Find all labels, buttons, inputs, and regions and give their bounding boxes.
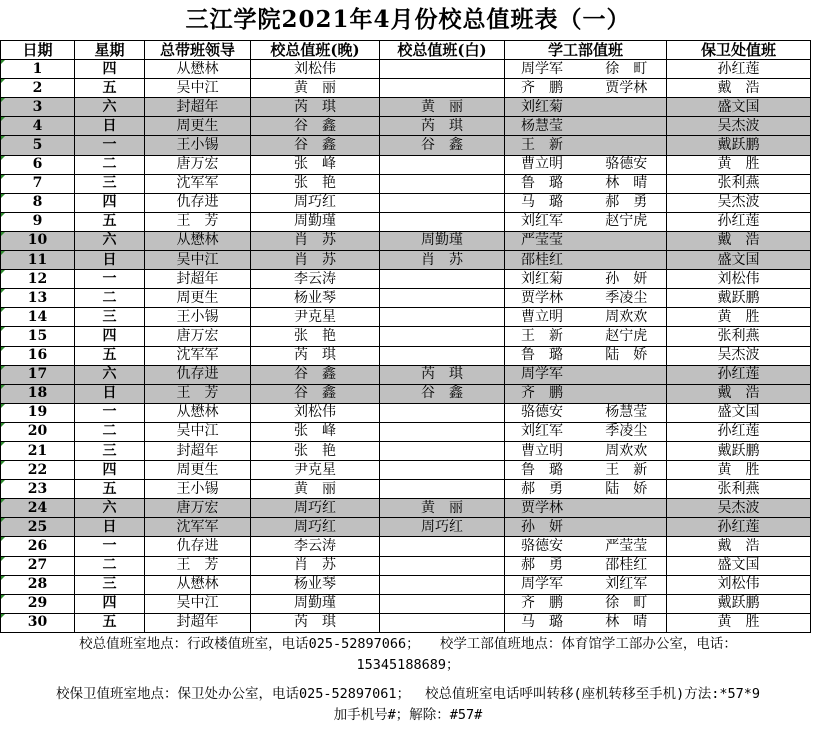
cell-date: 7 <box>1 174 75 193</box>
cell-date: 24 <box>1 499 75 518</box>
cell-night-duty: 黄 丽 <box>251 79 380 98</box>
cell-leader: 王小锡 <box>145 308 251 327</box>
cell-leader: 仇存进 <box>145 193 251 212</box>
cell-weekday: 五 <box>75 346 145 365</box>
table-row <box>1 174 811 193</box>
cell-security: 吴杰波 <box>667 346 811 365</box>
cell-day-duty: 周勤瑾 <box>380 231 505 250</box>
cell-security: 孙红莲 <box>667 518 811 537</box>
cell-student-affairs-1: 王 新 <box>505 327 587 346</box>
cell-date: 10 <box>1 231 75 250</box>
cell-leader: 从懋林 <box>145 403 251 422</box>
cell-weekday: 三 <box>75 174 145 193</box>
cell-security: 黄 胜 <box>667 613 811 632</box>
table-row <box>1 518 811 537</box>
cell-security: 戴跃鹏 <box>667 594 811 613</box>
cell-security: 黄 胜 <box>667 461 811 480</box>
cell-leader: 周更生 <box>145 117 251 136</box>
table-row <box>1 480 811 499</box>
cell-student-affairs-1: 马 璐 <box>505 193 587 212</box>
table-row <box>1 212 811 231</box>
cell-security: 戴跃鹏 <box>667 136 811 155</box>
cell-security: 吴杰波 <box>667 193 811 212</box>
cell-leader: 沈军军 <box>145 346 251 365</box>
cell-student-affairs-2: 季凌尘 <box>587 422 667 441</box>
cell-student-affairs-2: 骆德安 <box>587 155 667 174</box>
cell-weekday: 一 <box>75 136 145 155</box>
cell-student-affairs-2: 邵桂红 <box>587 556 667 575</box>
cell-student-affairs-2: 林 晴 <box>587 613 667 632</box>
cell-night-duty: 芮 琪 <box>251 613 380 632</box>
cell-day-duty <box>380 308 505 327</box>
cell-date: 1 <box>1 60 75 79</box>
table-row <box>1 365 811 384</box>
cell-leader: 从懋林 <box>145 60 251 79</box>
cell-day-duty <box>380 422 505 441</box>
cell-student-affairs-2 <box>587 231 667 250</box>
table-row <box>1 441 811 460</box>
table-row <box>1 594 811 613</box>
cell-leader: 沈军军 <box>145 518 251 537</box>
cell-night-duty: 张 峰 <box>251 422 380 441</box>
cell-security: 盛文国 <box>667 98 811 117</box>
cell-student-affairs-2: 陆 娇 <box>587 480 667 499</box>
cell-weekday: 四 <box>75 193 145 212</box>
cell-day-duty <box>380 155 505 174</box>
cell-student-affairs-1: 马 璐 <box>505 613 587 632</box>
table-row <box>1 60 811 79</box>
cell-night-duty: 李云涛 <box>251 537 380 556</box>
cell-student-affairs-2: 王 新 <box>587 461 667 480</box>
cell-weekday: 五 <box>75 79 145 98</box>
cell-student-affairs-1: 曹立明 <box>505 441 587 460</box>
cell-leader: 唐万宏 <box>145 499 251 518</box>
footer-line-4: 加手机号#；解除：#57# <box>333 707 483 723</box>
cell-date: 11 <box>1 251 75 270</box>
cell-night-duty: 杨业琴 <box>251 575 380 594</box>
cell-student-affairs-1: 骆德安 <box>505 403 587 422</box>
cell-day-duty <box>380 537 505 556</box>
cell-night-duty: 周巧红 <box>251 499 380 518</box>
cell-night-duty: 肖 苏 <box>251 231 380 250</box>
footer-duty-locations <box>0 634 816 676</box>
cell-night-duty: 黄 丽 <box>251 480 380 499</box>
cell-night-duty: 芮 琪 <box>251 346 380 365</box>
cell-date: 16 <box>1 346 75 365</box>
cell-day-duty <box>380 174 505 193</box>
cell-night-duty: 周勤瑾 <box>251 594 380 613</box>
cell-night-duty: 谷 鑫 <box>251 384 380 403</box>
cell-security: 孙红莲 <box>667 60 811 79</box>
cell-student-affairs-1: 王 新 <box>505 136 587 155</box>
cell-leader: 封超年 <box>145 613 251 632</box>
cell-leader: 仇存进 <box>145 537 251 556</box>
table-row <box>1 461 811 480</box>
cell-date: 29 <box>1 594 75 613</box>
cell-weekday: 一 <box>75 403 145 422</box>
cell-security: 刘松伟 <box>667 575 811 594</box>
cell-day-duty: 谷 鑫 <box>380 384 505 403</box>
cell-student-affairs-2: 杨慧莹 <box>587 403 667 422</box>
cell-student-affairs-2: 郝 勇 <box>587 193 667 212</box>
cell-day-duty: 芮 琪 <box>380 365 505 384</box>
cell-date: 3 <box>1 98 75 117</box>
cell-leader: 王 芳 <box>145 212 251 231</box>
cell-student-affairs-1: 刘红军 <box>505 212 587 231</box>
cell-student-affairs-1: 鲁 璐 <box>505 346 587 365</box>
cell-date: 22 <box>1 461 75 480</box>
cell-security: 孙红莲 <box>667 422 811 441</box>
cell-security: 戴跃鹏 <box>667 289 811 308</box>
cell-leader: 吴中江 <box>145 594 251 613</box>
cell-leader: 吴中江 <box>145 422 251 441</box>
table-row <box>1 231 811 250</box>
cell-date: 20 <box>1 422 75 441</box>
table-body <box>1 60 811 633</box>
cell-date: 4 <box>1 117 75 136</box>
cell-night-duty: 谷 鑫 <box>251 365 380 384</box>
cell-date: 13 <box>1 289 75 308</box>
footer-line-3: 校保卫值班室地点：保卫处办公室，电话025-52897061； 校总值班室电话呼叫转移(座机转移至手机)方法:*57*9 <box>56 686 760 702</box>
cell-day-duty <box>380 79 505 98</box>
cell-day-duty <box>380 594 505 613</box>
table-row <box>1 155 811 174</box>
cell-weekday: 二 <box>75 155 145 174</box>
cell-night-duty: 周巧红 <box>251 193 380 212</box>
cell-night-duty: 肖 苏 <box>251 251 380 270</box>
cell-leader: 沈军军 <box>145 174 251 193</box>
cell-student-affairs-2 <box>587 384 667 403</box>
cell-weekday: 日 <box>75 384 145 403</box>
cell-date: 17 <box>1 365 75 384</box>
cell-security: 张利燕 <box>667 327 811 346</box>
cell-weekday: 三 <box>75 575 145 594</box>
cell-night-duty: 肖 苏 <box>251 556 380 575</box>
cell-date: 14 <box>1 308 75 327</box>
cell-date: 27 <box>1 556 75 575</box>
cell-security: 张利燕 <box>667 174 811 193</box>
table-row <box>1 251 811 270</box>
cell-student-affairs-1: 贾学林 <box>505 499 587 518</box>
cell-student-affairs-1: 骆德安 <box>505 537 587 556</box>
cell-day-duty: 芮 琪 <box>380 117 505 136</box>
cell-night-duty: 李云涛 <box>251 270 380 289</box>
cell-security: 吴杰波 <box>667 117 811 136</box>
cell-day-duty: 黄 丽 <box>380 499 505 518</box>
footer-line-1: 校总值班室地点：行政楼值班室，电话025-52897066； 校学工部值班地点：体育馆学工部办公室，电话： <box>79 636 737 652</box>
table-row <box>1 270 811 289</box>
cell-student-affairs-1: 严莹莹 <box>505 231 587 250</box>
cell-student-affairs-2 <box>587 117 667 136</box>
cell-date: 6 <box>1 155 75 174</box>
cell-night-duty: 尹克星 <box>251 461 380 480</box>
cell-leader: 吴中江 <box>145 79 251 98</box>
cell-security: 盛文国 <box>667 251 811 270</box>
cell-security: 孙红莲 <box>667 365 811 384</box>
cell-weekday: 日 <box>75 251 145 270</box>
cell-night-duty: 周勤瑾 <box>251 212 380 231</box>
cell-day-duty <box>380 461 505 480</box>
cell-weekday: 三 <box>75 441 145 460</box>
cell-security: 黄 胜 <box>667 155 811 174</box>
table-row <box>1 327 811 346</box>
cell-student-affairs-1: 周学军 <box>505 60 587 79</box>
cell-student-affairs-2 <box>587 136 667 155</box>
cell-student-affairs-2: 孙 妍 <box>587 270 667 289</box>
cell-date: 25 <box>1 518 75 537</box>
header-date: 日期 <box>1 41 75 60</box>
cell-student-affairs-2: 贾学林 <box>587 79 667 98</box>
cell-security: 戴 浩 <box>667 384 811 403</box>
cell-day-duty <box>380 403 505 422</box>
header-student-affairs: 学工部值班 <box>505 41 667 60</box>
cell-student-affairs-1: 杨慧莹 <box>505 117 587 136</box>
cell-security: 张利燕 <box>667 480 811 499</box>
cell-night-duty: 尹克星 <box>251 308 380 327</box>
cell-leader: 吴中江 <box>145 251 251 270</box>
cell-student-affairs-1: 刘红菊 <box>505 98 587 117</box>
cell-date: 5 <box>1 136 75 155</box>
cell-night-duty: 芮 琪 <box>251 98 380 117</box>
cell-security: 戴 浩 <box>667 537 811 556</box>
duty-roster-table <box>0 40 811 633</box>
cell-security: 孙红莲 <box>667 212 811 231</box>
table-row <box>1 499 811 518</box>
cell-student-affairs-1: 鲁 璐 <box>505 174 587 193</box>
footer-call-forwarding <box>0 684 816 726</box>
cell-student-affairs-1: 齐 鹏 <box>505 384 587 403</box>
cell-student-affairs-2: 陆 娇 <box>587 346 667 365</box>
cell-day-duty <box>380 289 505 308</box>
cell-weekday: 二 <box>75 422 145 441</box>
cell-student-affairs-2: 赵宁虎 <box>587 212 667 231</box>
cell-day-duty <box>380 556 505 575</box>
cell-day-duty: 肖 苏 <box>380 251 505 270</box>
table-row <box>1 556 811 575</box>
cell-weekday: 五 <box>75 480 145 499</box>
cell-day-duty <box>380 613 505 632</box>
cell-weekday: 六 <box>75 499 145 518</box>
table-header-row <box>1 41 811 60</box>
table-row <box>1 308 811 327</box>
cell-day-duty <box>380 212 505 231</box>
table-row <box>1 98 811 117</box>
table-row <box>1 193 811 212</box>
cell-student-affairs-2: 徐 町 <box>587 60 667 79</box>
cell-night-duty: 周巧红 <box>251 518 380 537</box>
header-night-duty: 校总值班(晚) <box>251 41 380 60</box>
cell-student-affairs-2: 严莹莹 <box>587 537 667 556</box>
header-security: 保卫处值班 <box>667 41 811 60</box>
cell-student-affairs-2: 徐 町 <box>587 594 667 613</box>
cell-night-duty: 张 峰 <box>251 155 380 174</box>
cell-student-affairs-2 <box>587 518 667 537</box>
cell-date: 9 <box>1 212 75 231</box>
cell-weekday: 六 <box>75 365 145 384</box>
cell-weekday: 四 <box>75 60 145 79</box>
page-title: 三江学院2021年4月份校总值班表（一） <box>185 6 631 33</box>
cell-leader: 王小锡 <box>145 136 251 155</box>
cell-leader: 王 芳 <box>145 556 251 575</box>
cell-student-affairs-2 <box>587 499 667 518</box>
cell-date: 15 <box>1 327 75 346</box>
cell-student-affairs-1: 郝 勇 <box>505 556 587 575</box>
cell-weekday: 三 <box>75 308 145 327</box>
cell-leader: 从懋林 <box>145 575 251 594</box>
table-row <box>1 575 811 594</box>
cell-date: 30 <box>1 613 75 632</box>
cell-weekday: 六 <box>75 231 145 250</box>
cell-date: 26 <box>1 537 75 556</box>
table-row <box>1 422 811 441</box>
cell-student-affairs-2 <box>587 251 667 270</box>
cell-student-affairs-2 <box>587 98 667 117</box>
cell-night-duty: 张 艳 <box>251 441 380 460</box>
cell-student-affairs-2: 周欢欢 <box>587 441 667 460</box>
cell-night-duty: 谷 鑫 <box>251 136 380 155</box>
cell-day-duty <box>380 193 505 212</box>
table-row <box>1 384 811 403</box>
cell-weekday: 五 <box>75 613 145 632</box>
table-row <box>1 613 811 632</box>
cell-night-duty: 刘松伟 <box>251 403 380 422</box>
cell-security: 盛文国 <box>667 403 811 422</box>
cell-student-affairs-1: 孙 妍 <box>505 518 587 537</box>
cell-leader: 周更生 <box>145 289 251 308</box>
cell-security: 黄 胜 <box>667 308 811 327</box>
cell-day-duty <box>380 441 505 460</box>
cell-leader: 仇存进 <box>145 365 251 384</box>
cell-leader: 唐万宏 <box>145 327 251 346</box>
cell-student-affairs-1: 周学军 <box>505 365 587 384</box>
cell-security: 戴 浩 <box>667 231 811 250</box>
cell-day-duty <box>380 327 505 346</box>
cell-date: 23 <box>1 480 75 499</box>
header-day-duty: 校总值班(白) <box>380 41 505 60</box>
cell-student-affairs-1: 郝 勇 <box>505 480 587 499</box>
cell-weekday: 六 <box>75 98 145 117</box>
table-row <box>1 346 811 365</box>
cell-student-affairs-1: 贾学林 <box>505 289 587 308</box>
cell-night-duty: 谷 鑫 <box>251 117 380 136</box>
cell-date: 8 <box>1 193 75 212</box>
cell-day-duty <box>380 575 505 594</box>
cell-security: 戴跃鹏 <box>667 441 811 460</box>
cell-security: 盛文国 <box>667 556 811 575</box>
cell-date: 19 <box>1 403 75 422</box>
cell-leader: 王小锡 <box>145 480 251 499</box>
header-leader: 总带班领导 <box>145 41 251 60</box>
cell-leader: 封超年 <box>145 270 251 289</box>
table-row <box>1 289 811 308</box>
cell-leader: 王 芳 <box>145 384 251 403</box>
cell-night-duty: 张 艳 <box>251 327 380 346</box>
cell-weekday: 一 <box>75 537 145 556</box>
cell-date: 28 <box>1 575 75 594</box>
cell-date: 2 <box>1 79 75 98</box>
cell-student-affairs-1: 曹立明 <box>505 308 587 327</box>
cell-day-duty <box>380 346 505 365</box>
cell-leader: 从懋林 <box>145 231 251 250</box>
cell-student-affairs-1: 刘红菊 <box>505 270 587 289</box>
header-weekday: 星期 <box>75 41 145 60</box>
cell-date: 18 <box>1 384 75 403</box>
footer-line-2: 15345188689； <box>356 657 460 673</box>
table-row <box>1 136 811 155</box>
cell-day-duty: 黄 丽 <box>380 98 505 117</box>
cell-weekday: 四 <box>75 594 145 613</box>
cell-student-affairs-2: 林 晴 <box>587 174 667 193</box>
table-row <box>1 79 811 98</box>
cell-night-duty: 杨业琴 <box>251 289 380 308</box>
cell-day-duty <box>380 480 505 499</box>
table-row <box>1 117 811 136</box>
cell-date: 12 <box>1 270 75 289</box>
cell-weekday: 二 <box>75 289 145 308</box>
cell-day-duty: 周巧红 <box>380 518 505 537</box>
cell-student-affairs-2: 刘红军 <box>587 575 667 594</box>
cell-student-affairs-2: 赵宁虎 <box>587 327 667 346</box>
cell-student-affairs-2 <box>587 365 667 384</box>
cell-weekday: 一 <box>75 270 145 289</box>
table-row <box>1 537 811 556</box>
cell-day-duty: 谷 鑫 <box>380 136 505 155</box>
cell-student-affairs-1: 曹立明 <box>505 155 587 174</box>
cell-student-affairs-1: 邵桂红 <box>505 251 587 270</box>
cell-weekday: 四 <box>75 327 145 346</box>
cell-security: 刘松伟 <box>667 270 811 289</box>
cell-security: 吴杰波 <box>667 499 811 518</box>
cell-leader: 封超年 <box>145 98 251 117</box>
cell-weekday: 二 <box>75 556 145 575</box>
cell-weekday: 日 <box>75 117 145 136</box>
table-row <box>1 403 811 422</box>
cell-leader: 封超年 <box>145 441 251 460</box>
cell-leader: 唐万宏 <box>145 155 251 174</box>
cell-night-duty: 张 艳 <box>251 174 380 193</box>
cell-student-affairs-1: 鲁 璐 <box>505 461 587 480</box>
cell-day-duty <box>380 270 505 289</box>
cell-student-affairs-2: 周欢欢 <box>587 308 667 327</box>
cell-weekday: 四 <box>75 461 145 480</box>
cell-weekday: 五 <box>75 212 145 231</box>
cell-security: 戴 浩 <box>667 79 811 98</box>
cell-date: 21 <box>1 441 75 460</box>
cell-night-duty: 刘松伟 <box>251 60 380 79</box>
cell-student-affairs-2: 季凌尘 <box>587 289 667 308</box>
cell-day-duty <box>380 60 505 79</box>
cell-student-affairs-1: 周学军 <box>505 575 587 594</box>
cell-student-affairs-1: 齐 鹏 <box>505 79 587 98</box>
cell-leader: 周更生 <box>145 461 251 480</box>
cell-student-affairs-1: 刘红军 <box>505 422 587 441</box>
cell-student-affairs-1: 齐 鹏 <box>505 594 587 613</box>
cell-weekday: 日 <box>75 518 145 537</box>
